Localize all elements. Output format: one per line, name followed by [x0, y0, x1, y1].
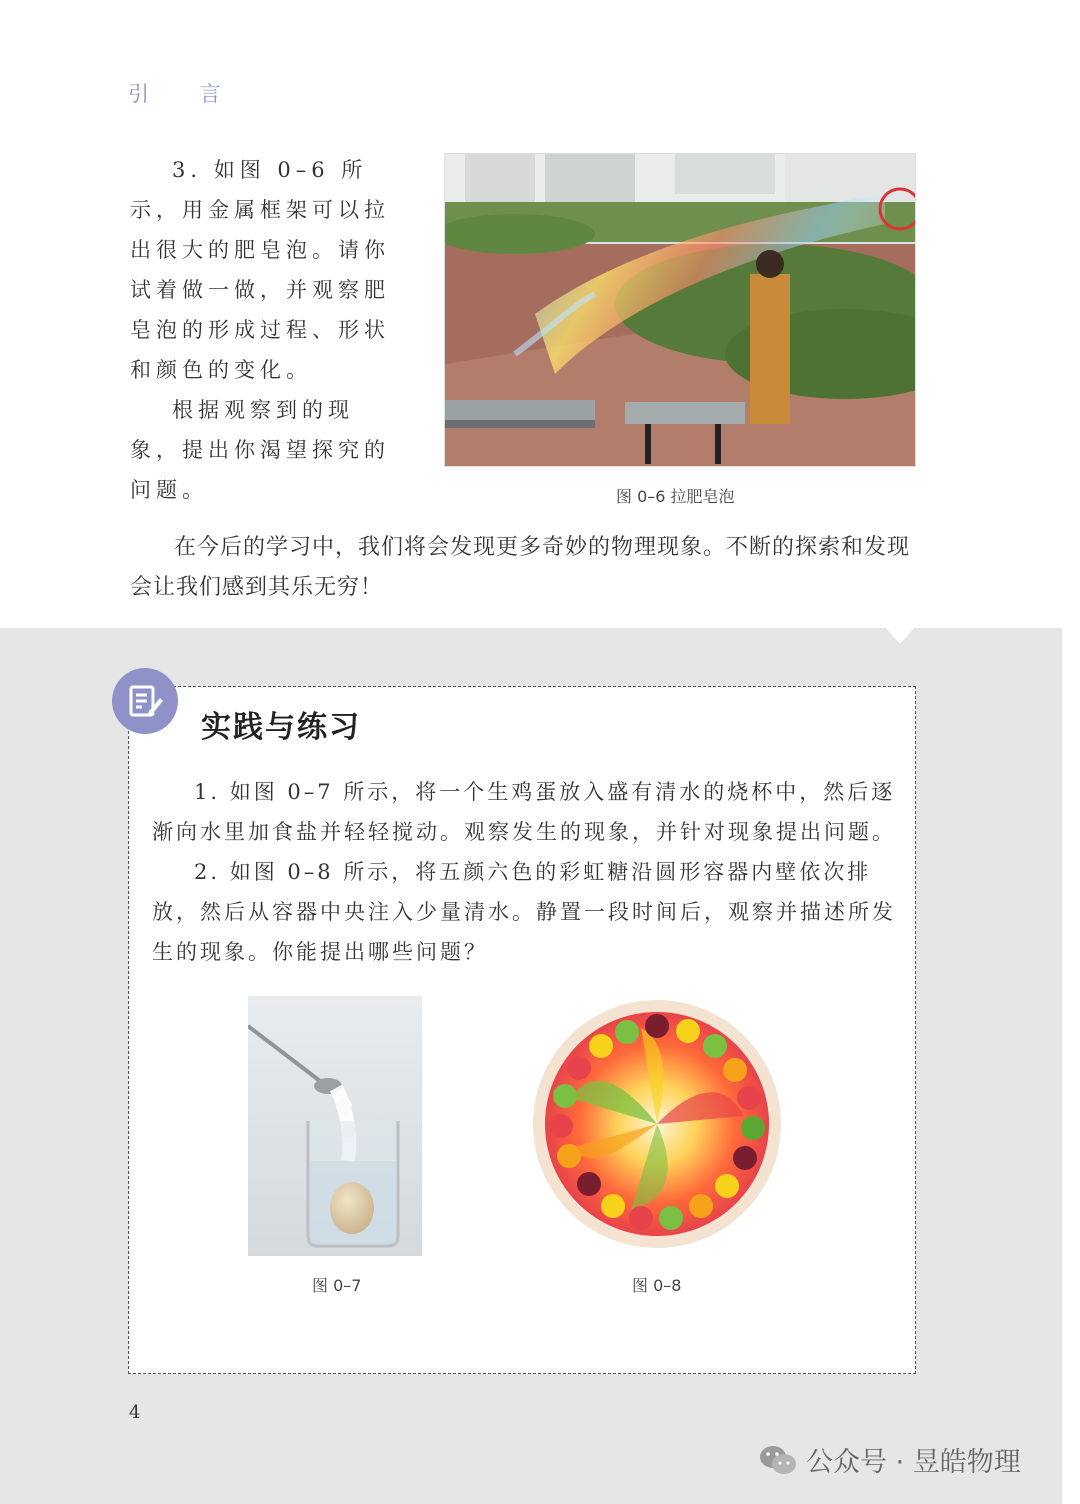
exercise-list: [152, 772, 897, 972]
soap-bubble-photo: [444, 153, 916, 467]
practice-title: 实践与练习: [201, 710, 361, 745]
rainbow-candy-photo: [531, 998, 783, 1250]
watermark-text: 公众号 · 昱皓物理: [806, 1447, 1021, 1478]
intro-paragraph-1: 3. 如图 0–6 所示，用金属框架可以拉出很大的肥皂泡。请你试着做一做，并观察肥皂泡的形成过程、形状和颜色的变化。: [130, 158, 390, 382]
wechat-icon: [758, 1443, 798, 1477]
exercise-item-1: 1. 如图 0–7 所示，将一个生鸡蛋放入盛有清水的烧杯中，然后逐渐向水里加食盐并轻轻搅动。观察发生的现象，并针对现象提出问题。: [152, 780, 896, 844]
figure-0-6-caption: 图 0–6 拉肥皂泡: [616, 487, 735, 506]
figure-0-8-caption: 图 0–8: [632, 1276, 682, 1295]
watermark: [758, 1440, 1021, 1479]
notepad-pencil-icon: [112, 668, 178, 734]
panel-notch: [886, 628, 914, 644]
egg-beaker-photo: [248, 996, 422, 1256]
intro-paragraph-2: 根据观察到的现象，提出你渴望探究的问题。: [130, 398, 390, 502]
closing-paragraph: 在今后的学习中，我们将会发现更多奇妙的物理现象。不断的探索和发现会让我们感到其乐无穷！: [130, 535, 911, 600]
exercise-item-2: 2. 如图 0–8 所示，将五颜六色的彩虹糖沿圆形容器内壁依次排放，然后从容器中央注入少量清水。静置一段时间后，观察并描述所发生的现象。你能提出哪些问题？: [152, 860, 896, 964]
page-number: 4: [129, 1402, 141, 1423]
intro-text: [130, 150, 392, 510]
chapter-header: 引 言: [128, 82, 243, 106]
figure-0-7-caption: 图 0–7: [312, 1276, 362, 1295]
